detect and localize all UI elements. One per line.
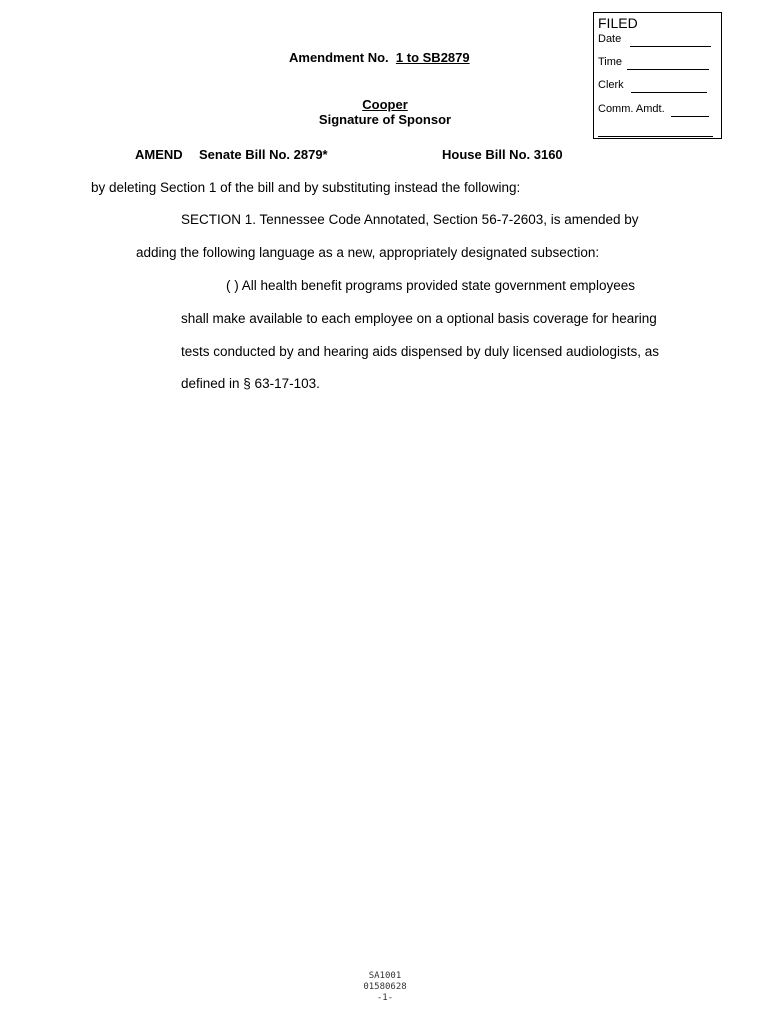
filed-clerk-line (631, 92, 707, 93)
filed-date-label: Date (598, 33, 622, 45)
filed-bottom-line (598, 136, 713, 137)
amendment-reference: 1 to SB2879 (395, 50, 470, 65)
footer-code-2: 01580628 (363, 982, 407, 992)
sponsor-block (285, 97, 485, 127)
house-bill-number: House Bill No. 3160 (442, 147, 563, 162)
section-1-line-1: SECTION 1. Tennessee Code Annotated, Section 56-7-2603, is amended by (181, 212, 639, 227)
senate-bill-number: Senate Bill No. 2879* (199, 147, 328, 162)
filed-comm-label: Comm. Amdt. (598, 103, 665, 115)
amendment-title (289, 50, 470, 65)
subsection-line-2: shall make available to each employee on a optional basis coverage for hearing (181, 311, 657, 326)
sponsor-name: Cooper (362, 97, 408, 112)
intro-paragraph: by deleting Section 1 of the bill and by substituting instead the following: (91, 180, 521, 195)
section-1-line-2: adding the following language as a new, appropriately designated subsection: (136, 245, 600, 260)
filed-time-line (627, 69, 709, 70)
filed-date-line (630, 46, 711, 47)
page-number: -1- (376, 993, 394, 1003)
filed-clerk-label: Clerk (598, 79, 624, 91)
sponsor-caption: Signature of Sponsor (318, 112, 452, 127)
amend-label: AMEND (135, 147, 183, 162)
filed-time-label: Time (598, 56, 623, 68)
page-footer (0, 971, 770, 1004)
subsection-line-4: defined in § 63-17-103. (181, 376, 320, 391)
subsection-line-1: ( ) All health benefit programs provided state government employees (226, 278, 635, 293)
subsection-line-3: tests conducted by and hearing aids dispensed by duly licensed audiologists, as (181, 344, 660, 359)
filed-stamp-box (593, 12, 722, 139)
footer-code-1: SA1001 (368, 971, 402, 981)
filed-comm-line (671, 116, 709, 117)
amendment-prefix: Amendment No. (289, 50, 389, 65)
filed-title: FILED (598, 15, 638, 31)
